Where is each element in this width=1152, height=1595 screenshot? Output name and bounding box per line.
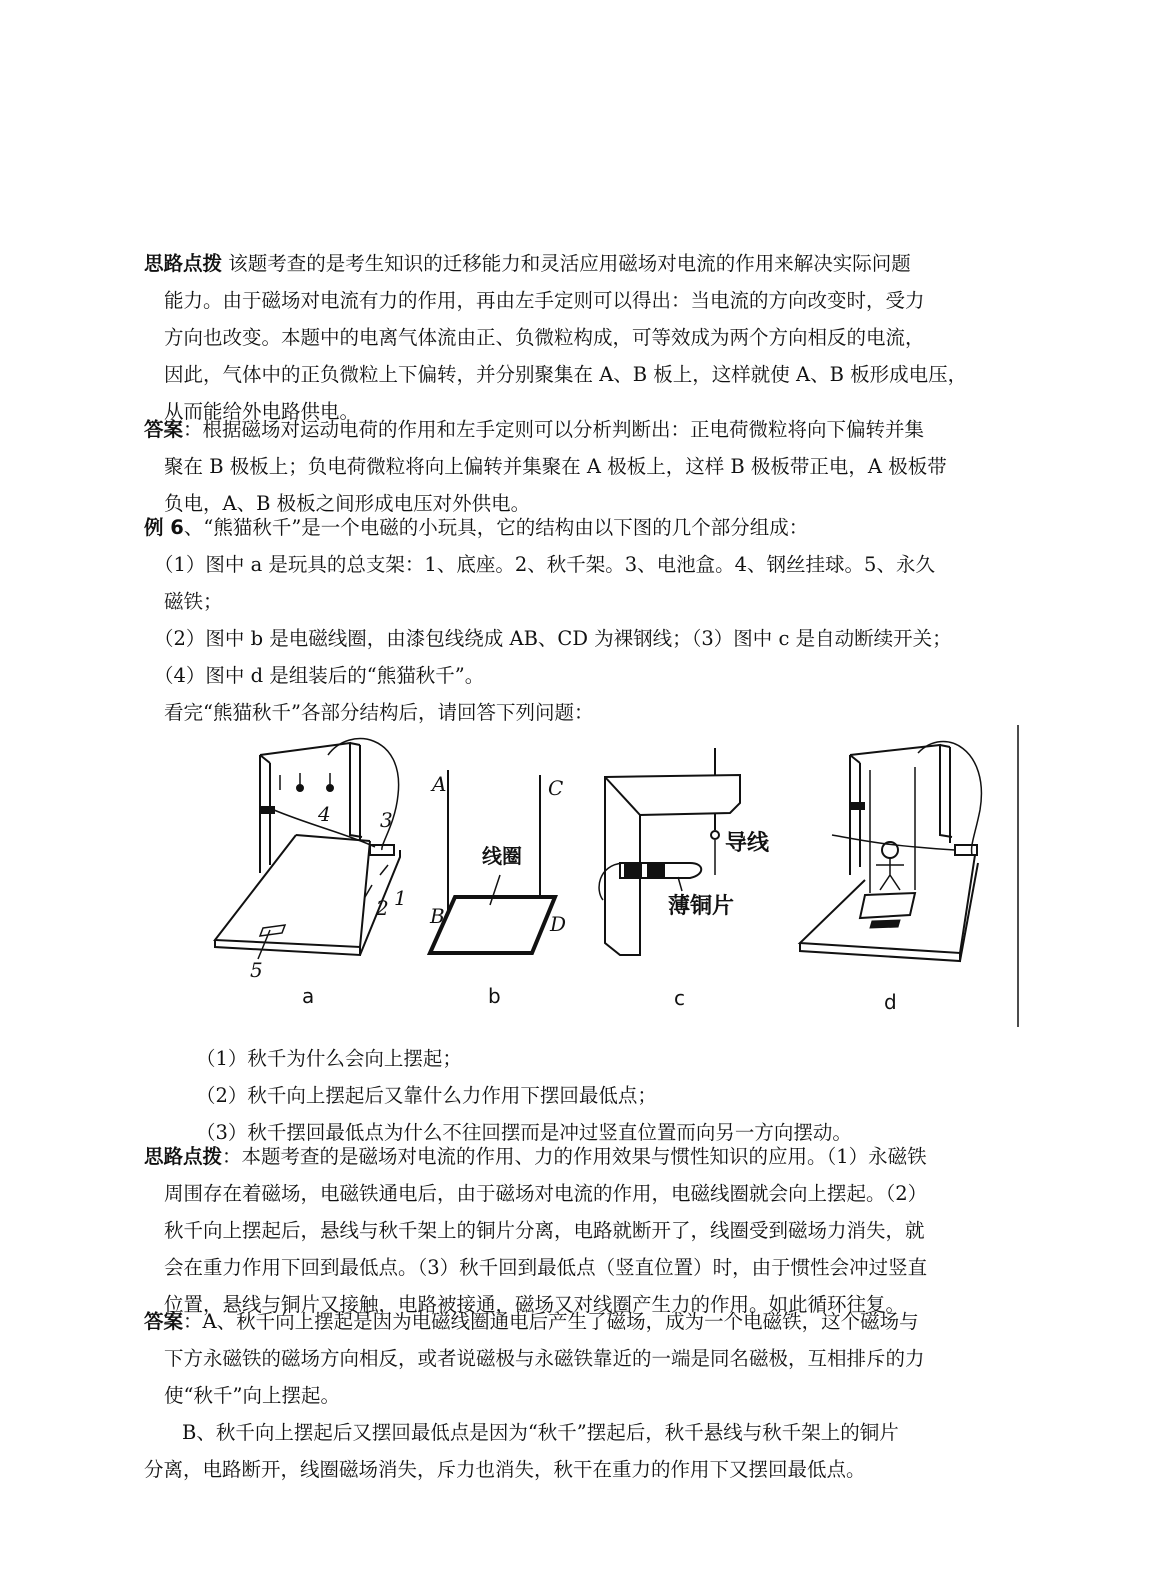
- analysis-line: 因此，气体中的正负微粒上下偏转，并分别聚集在 A、B 板上，这样就使 A、B 板形成电压，: [164, 363, 968, 386]
- analysis-line: 能力。由于磁场对电流有力的作用，再由左手定则可以得出：当电流的方向改变时，受力: [164, 289, 925, 312]
- analysis-section-1: [144, 245, 1004, 430]
- analysis-line: 周围存在着磁场，电磁铁通电后，由于磁场对电流的作用，电磁线圈就会向上摆起。（2）: [164, 1182, 928, 1205]
- question-item: （2）秋千向上摆起后又靠什么力作用下摆回最低点；: [196, 1084, 657, 1107]
- figure-b-drawing: [429, 770, 566, 1008]
- label-c-copper: 薄铜片: [668, 894, 735, 919]
- example-line: （2）图中 b 是电磁线圈，由漆包线绕成 AB、CD 为裸钢线；（3）图中 c 是自动断续开关；: [154, 627, 952, 650]
- analysis-label: 思路点拨: [144, 252, 223, 275]
- analysis-label: 思路点拨: [144, 1145, 223, 1168]
- analysis-line: 从而能给外电路供电。: [164, 400, 360, 423]
- example-line: （4）图中 d 是组装后的“熊猫秋千”。: [154, 664, 485, 687]
- analysis-line: 方向也改变。本题中的电离气体流由正、负微粒构成，可等效成为两个方向相反的电流，: [164, 326, 925, 349]
- answer-line: 负电，A、B 极板之间形成电压对外供电。: [164, 492, 531, 515]
- caption-d: d: [884, 990, 897, 1014]
- analysis-line: 会在重力作用下回到最低点。（3）秋千回到最低点（竖直位置）时，由于惯性会冲过竖直: [164, 1256, 928, 1279]
- caption-a: a: [302, 984, 315, 1008]
- caption-b: b: [488, 984, 501, 1008]
- answer-line: 使“秋千”向上摆起。: [164, 1384, 340, 1407]
- figure-a-drawing: [215, 739, 407, 1008]
- analysis-section-2: [144, 1138, 1004, 1323]
- example-line: 看完“熊猫秋千”各部分结构后，请回答下列问题：: [164, 701, 594, 724]
- analysis-line: 思路点拨：本题考查的是磁场对电流的作用、力的作用效果与惯性知识的应用。（1）永磁铁: [144, 1145, 927, 1168]
- label-a-3: 3: [380, 808, 393, 832]
- figure-c-drawing: [599, 748, 770, 1010]
- caption-c: c: [674, 986, 685, 1010]
- question-item: （3）秋千摆回最低点为什么不往回摆而是冲过竖直位置而向另一方向摆动。: [196, 1121, 852, 1144]
- answer-line: 分离，电路断开，线圈磁场消失，斥力也消失，秋干在重力的作用下又摆回最低点。: [144, 1458, 866, 1481]
- label-b-A: A: [432, 772, 447, 796]
- figure-d-drawing: [800, 742, 981, 1014]
- analysis-line: 秋千向上摆起后，悬线与秋千架上的铜片分离，电路就断开了，线圈受到磁场力消失，就: [164, 1219, 925, 1242]
- questions-section: [144, 1040, 1004, 1151]
- answer-line: 答案：A、秋千向上摆起是因为电磁线圈通电后产生了磁场，成为一个电磁铁，这个磁场与: [144, 1310, 919, 1333]
- answer-section-1: [144, 411, 1004, 522]
- example-line: （1）图中 a 是玩具的总支架：1、底座。2、秋千架。3、电池盒。4、钢丝挂球。5、永久: [154, 553, 935, 576]
- label-c-wire: 导线: [725, 831, 770, 856]
- analysis-line: 位置，悬线与铜片又接触，电路被接通，磁场又对线圈产生力的作用。如此循环往复。: [164, 1293, 906, 1316]
- answer-line: 下方永磁铁的磁场方向相反，或者说磁极与永磁铁靠近的一端是同名磁极，互相排斥的力: [164, 1347, 925, 1370]
- answer-section-2: [144, 1303, 1004, 1488]
- label-a-2: 2: [376, 896, 389, 920]
- example-section: [144, 509, 1004, 731]
- label-a-4: 4: [318, 802, 331, 826]
- example-line: 例 6、“熊猫秋千”是一个电磁的小玩具，它的结构由以下图的几个部分组成：: [144, 516, 809, 539]
- label-b-coil: 线圈: [482, 844, 522, 868]
- label-b-D: D: [550, 912, 567, 936]
- answer-label: 答案: [144, 1310, 184, 1333]
- label-a-5: 5: [250, 958, 263, 982]
- answer-line: 答案：根据磁场对运动电荷的作用和左手定则可以分析判断出：正电荷微粒将向下偏转并集: [144, 418, 925, 441]
- answer-label: 答案: [144, 418, 184, 441]
- swing-figure: [200, 715, 1040, 1045]
- answer-line: B、秋千向上摆起后又摆回最低点是因为“秋千”摆起后，秋千悬线与秋千架上的铜片: [182, 1421, 899, 1444]
- example-label: 例 6: [144, 516, 184, 539]
- example-line: 磁铁；: [164, 590, 223, 613]
- answer-line: 聚在 B 极板上；负电荷微粒将向上偏转并集聚在 A 极板上，这样 B 极板带正电，A 极板带: [164, 455, 947, 478]
- question-item: （1）秋千为什么会向上摆起；: [196, 1047, 462, 1070]
- label-b-B: B: [430, 904, 445, 928]
- label-b-C: C: [548, 776, 564, 800]
- label-a-1: 1: [394, 886, 407, 910]
- analysis-line: 思路点拨 该题考查的是考生知识的迁移能力和灵活应用磁场对电流的作用来解决实际问题: [144, 252, 911, 275]
